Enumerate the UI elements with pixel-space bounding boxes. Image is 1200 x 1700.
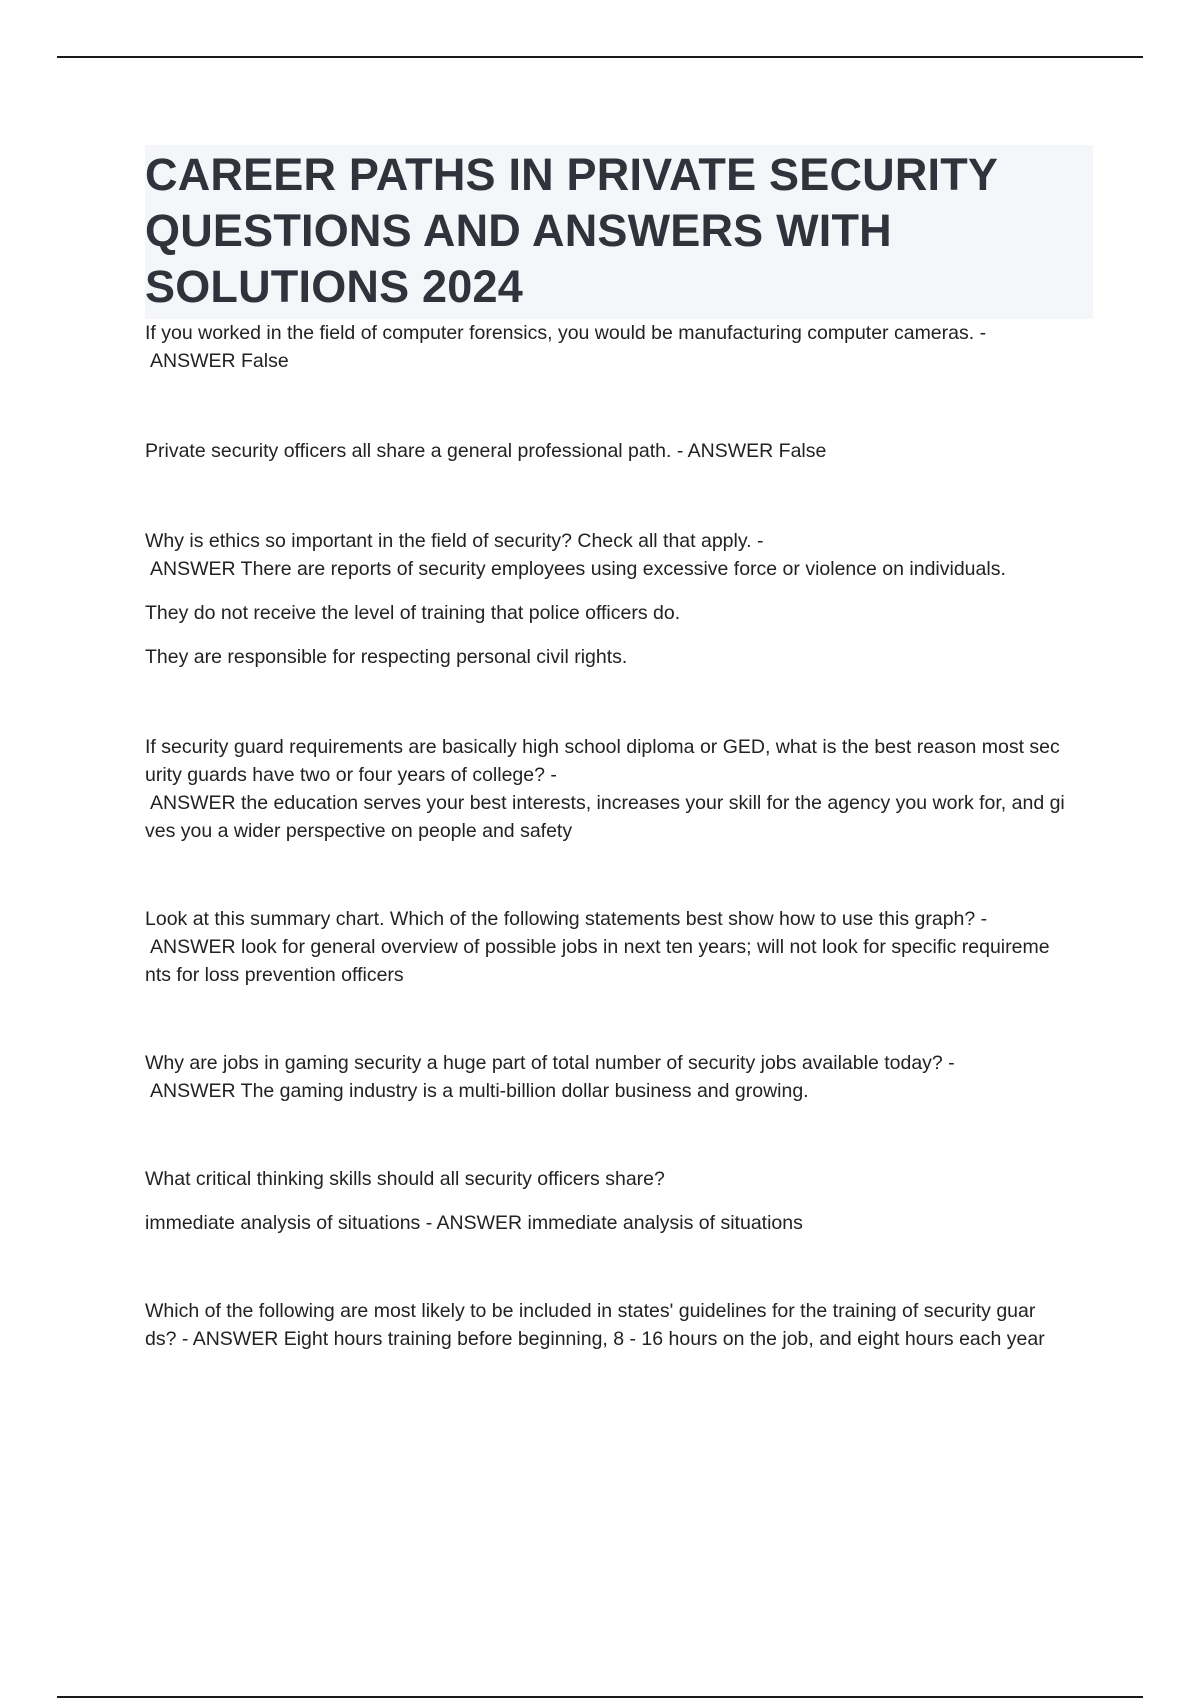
answer-text: nts for loss prevention officers bbox=[145, 964, 404, 986]
qa-item bbox=[145, 1165, 1093, 1237]
title-line: QUESTIONS AND ANSWERS WITH bbox=[145, 205, 892, 256]
answer-text: ves you a wider perspective on people and safety bbox=[145, 820, 573, 842]
qa-list bbox=[145, 319, 1093, 1353]
document-body bbox=[145, 145, 1093, 1353]
answer-text: ANSWER There are reports of security employees using excessive force or violence on individuals. bbox=[150, 558, 1006, 580]
qa-item bbox=[145, 1297, 1093, 1353]
title-line: CAREER PATHS IN PRIVATE SECURITY bbox=[145, 149, 999, 200]
qa-item bbox=[145, 1049, 1093, 1105]
qa-item bbox=[145, 733, 1093, 845]
question-text: urity guards have two or four years of college? - bbox=[145, 764, 557, 786]
question-text: Why are jobs in gaming security a huge part of total number of security jobs available today? - bbox=[145, 1052, 955, 1074]
answer-text: immediate analysis of situations - ANSWER immediate analysis of situations bbox=[145, 1212, 803, 1234]
answer-text: ANSWER The gaming industry is a multi-billion dollar business and growing. bbox=[150, 1080, 809, 1102]
title-line: SOLUTIONS 2024 bbox=[145, 261, 523, 312]
qa-item bbox=[145, 905, 1093, 989]
question-text: What critical thinking skills should all security officers share? bbox=[145, 1168, 665, 1190]
answer-continuation: They are responsible for respecting personal civil rights. bbox=[145, 646, 628, 668]
question-text: Private security officers all share a general professional path. - ANSWER False bbox=[145, 440, 827, 462]
answer-text: ANSWER look for general overview of possible jobs in next ten years; will not look for specific requireme bbox=[150, 936, 1050, 958]
top-rule bbox=[57, 56, 1143, 58]
bottom-rule bbox=[57, 1696, 1143, 1698]
question-text: If you worked in the field of computer forensics, you would be manufacturing computer cameras. - bbox=[145, 322, 987, 344]
answer-text: ANSWER the education serves your best interests, increases your skill for the agency you work for, and gi bbox=[150, 792, 1065, 814]
question-text: Look at this summary chart. Which of the following statements best show how to use this graph? - bbox=[145, 908, 988, 930]
document-title bbox=[145, 145, 1093, 319]
answer-continuation: They do not receive the level of training that police officers do. bbox=[145, 602, 681, 624]
qa-item bbox=[145, 319, 1093, 375]
qa-item bbox=[145, 527, 1093, 671]
qa-item bbox=[145, 437, 1093, 465]
answer-text: ds? - ANSWER Eight hours training before beginning, 8 - 16 hours on the job, and eight hours each year bbox=[145, 1328, 1045, 1350]
question-text: Which of the following are most likely to be included in states' guidelines for the training of security guar bbox=[145, 1300, 1036, 1322]
question-text: Why is ethics so important in the field of security? Check all that apply. - bbox=[145, 530, 764, 552]
question-text: If security guard requirements are basically high school diploma or GED, what is the best reason most sec bbox=[145, 736, 1060, 758]
answer-text: ANSWER False bbox=[150, 350, 289, 372]
